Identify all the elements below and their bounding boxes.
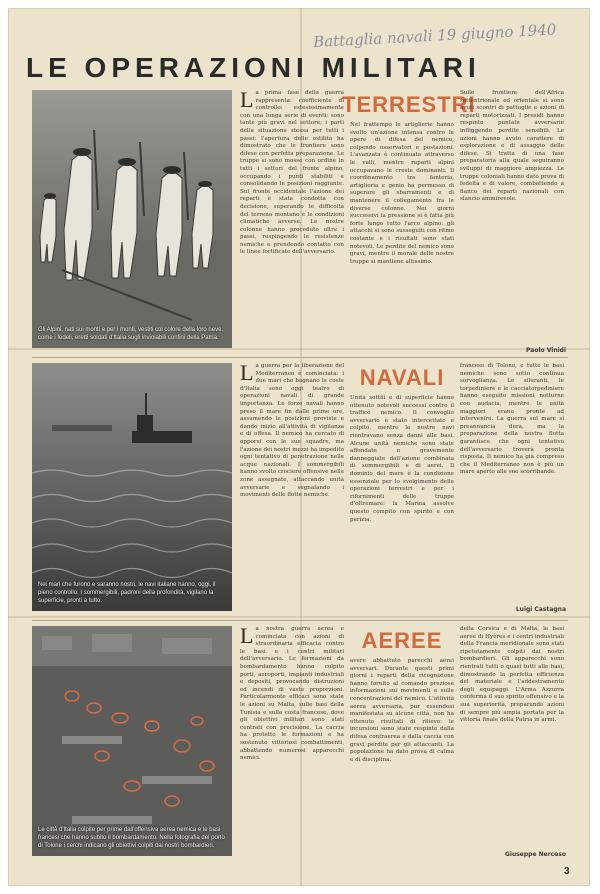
section-heading: TERRESTRI <box>342 92 476 117</box>
photo-alpini-image <box>32 90 232 348</box>
drop-cap: L <box>240 626 254 648</box>
article-text: avere abbattuto parecchi aerei avversari. Durante questi primi giorni i reparti della ricognizione hanno fornito al comando preziose informazioni sui movimenti e sulle concentrazioni del nemico. L'attività aerea avversaria, pur essendosi manifestata su alcune città, non ha ottenuto risultati di rilievo: le incursioni sono state respinte dalla difesa contraerea e dalla caccia con gravi perdite per gli attaccanti. La popolazione ha dato prova di calma e di disciplina. <box>350 658 454 763</box>
fold-crease-horizontal <box>8 616 590 618</box>
section-heading: AEREE <box>361 628 443 653</box>
drop-cap: L <box>240 363 254 385</box>
author-signature: Giuseppe Nerceso <box>504 851 566 858</box>
photo-submarine <box>32 363 232 611</box>
newspaper-page <box>8 8 590 886</box>
article-column <box>460 363 564 601</box>
article-column <box>240 363 344 611</box>
section-divider <box>32 620 568 621</box>
article-text: a guerra per la liberazione del Mediterraneo è cominciata: i due mari che bagnano le coste d'Italia sono oggi teatro di operazioni navali di grande importanza. Le forze navali hanno preso il mare fin dalle prime ore, assumendo le posizioni previste e dando inizio all'attività di vigilanza e di offesa. Il nemico ha cercato di opporsi con le sue squadre, ma l'azione dei nostri mezzi ha impedito ogni tentativo di penetrazione nelle acque nazionali. I sommergibili hanno svolto crociere offensive nelle zone assegnate, attaccando unità avversarie e segnalando i movimenti delle flotte nemiche. <box>240 363 344 499</box>
drop-cap: L <box>240 90 254 112</box>
article-text: della Corsica e di Malta, le basi aeree di Hyères e i centri industriali della Francia meridionale sono stati ripetutamente colpiti dai nostri bombardieri. Gli apparecchi sono rientrati tutti o quasi tutti alle basi, dimostrando la perfetta efficienza del materiale e l'addestramento degli equipaggi. L'Arma Azzurra conferma il suo spirito offensivo e la sua superiorità, preparando azioni di sempre più ampia portata per la vittoria finale della Patria in armi. <box>460 626 564 724</box>
photo-caption: Nei mari che furono e saranno nostri, le navi italiane hanno, oggi, il pieno controllo. I sommergibili, padroni della profondità, vigilano la superficie, pronti a tutto. <box>38 582 216 604</box>
article-columns <box>240 363 568 613</box>
photo-caption: Le città d'Italia colpite per prime dall'offensiva aerea nemica e le basi francesi che hanno subito il bombardamento. Nella fotografia del porto di Tolone i cerchi indicano gli obiettivi colpiti dai nostri bombardieri. <box>38 827 225 849</box>
photo-alpini <box>32 90 232 348</box>
article-column <box>350 658 454 856</box>
page-number: 3 <box>564 866 570 877</box>
section-navali <box>32 363 568 613</box>
article-columns <box>240 626 568 858</box>
article-columns <box>240 90 568 354</box>
page-title: LE OPERAZIONI MILITARI <box>26 52 481 83</box>
article-text: Nel frattempo le artiglierie hanno svolto un'azione intensa contro le opere di difesa del nemico, colpendo osservatori e postazioni. L'avanzata è continuata attraverso le valli, mentre reparti alpini occupavano le creste dominanti. Il coordinamento tra fanteria, artiglieria e genio ha permesso di superare gli sbarramenti e di mantenere il collegamento fra le diverse colonne. Nei giorni successivi la pressione si è fatta più forte lungo tutto l'arco alpino: gli attacchi si sono susseguiti con ritmo costante e i risultati sono stati notevoli. Le perdite del nemico sono gravi, mentre il morale delle nostre truppe si mantiene altissimo. <box>350 122 454 265</box>
photo-caption: Gli Alpini, nati sui monti e per i monti, vestiti col colore della loro neve, come i fedeli, eretti soldati d'Italia sugli inviolabili confini della Patria. <box>38 327 224 341</box>
article-column <box>240 626 344 856</box>
section-aeree <box>32 626 568 858</box>
article-text: Unità sottili e di superficie hanno ottenuto notevoli successi contro il traffico nemico. Il convoglio avversario è stato intercettato e colpito, mentre le nostre navi rientravano senza danni alle basi. Alcune unità nemiche sono state affondate o gravemente danneggiate dall'azione combinata di sommergibili e di aerei. Il dominio del mare è la condizione essenziale per lo svolgimento delle operazioni terrestri e per i rifornimenti delle truppe d'oltremare: la Marina assolve questo compito con spirito e con perizia. <box>350 395 454 523</box>
author-signature: Luigi Castagna <box>515 606 566 613</box>
article-text: a nostra guerra aerea è cominciata con azioni di straordinaria efficacia contro le basi e i centri militari dell'avversario. Le formazioni da bombardamento hanno colpito porti, aeroporti, impianti industriali e depositi, provocando distruzioni ed incendi di vaste proporzioni. Particolarmente efficaci sono state le azioni su Malta, sulle basi della Tunisia e sulla costa francese, dove gli obiettivi militari sono stati centrati con precisione. La caccia ha protetto le formazioni e ha sostenuto vittoriosi combattimenti, abbattendo numerosi apparecchi nemici. <box>240 626 344 762</box>
article-column <box>460 90 564 342</box>
article-column <box>350 395 454 611</box>
section-heading: NAVALI <box>359 365 445 390</box>
section-terrestri <box>32 90 568 354</box>
section-divider <box>32 357 568 358</box>
article-column <box>240 90 344 352</box>
article-column <box>350 122 454 352</box>
photo-toulon-image <box>32 626 232 856</box>
article-text: a prima fase della guerra rappresenta: coefficiente di controllo; estesissimamente con una lunga serie di eventi: sono tante più gravi nel settore; i parti della situazione stessa per tutti i passi: l'apertura delle ostilità ha dimostrato che le frontiere sono difese con perfetta preparazione. Le truppe si sono mosse con ordine in tutti i settori del fronte alpino, occupando i punti stabiliti e consolidando le posizioni raggiunte. Sul fronte occidentale l'azione dei reparti è stata condotta con decisione, superando le difficoltà del terreno montano e le condizioni climatiche avverse. Le nostre colonne hanno proceduto oltre i passi, respingendo le resistenze nemiche e prendendo contatto con le linee fortificate dell'avversario. <box>240 90 344 256</box>
author-signature: Paolo Vinidi <box>526 347 566 354</box>
photo-submarine-image <box>32 363 232 611</box>
handwritten-note: Battaglia navali 19 giugno 1940 <box>312 20 557 52</box>
article-column <box>460 626 564 846</box>
photo-toulon-aerial <box>32 626 232 856</box>
article-text: Sulle frontiere dell'Africa settentrionale ed orientale si sono avuti scontri di pattuglie e azioni di reparti motorizzati. I presidi hanno respinto puntate avversarie infliggendo perdite sensibili. Le azioni hanno avuto carattere di esplorazione e di assaggio delle difese. Si tratta di una fase preparatoria alla quale seguiranno sviluppi di maggiore ampiezza. Le truppe coloniali hanno dato prova di fedeltà e di valore, combattendo a fianco dei reparti nazionali con slancio ammirevole. <box>460 90 564 203</box>
article-text: francese di Tolone, e tutte le basi nemiche sono sotto continua sorveglianza. Le siluranti, le torpediniere e le cacciatorpediniere hanno eseguito missioni notturne con audacia, mentre le unità maggiori erano pronte ad intervenire. La guerra sul mare si preannuncia dura, ma la preparazione della nostra flotta garantisce che ogni tentativo dell'avversario troverà pronta risposta. Il nemico ha già compreso che il Mediterraneo non è più un mare aperto alle sue scorribande. <box>460 363 564 476</box>
